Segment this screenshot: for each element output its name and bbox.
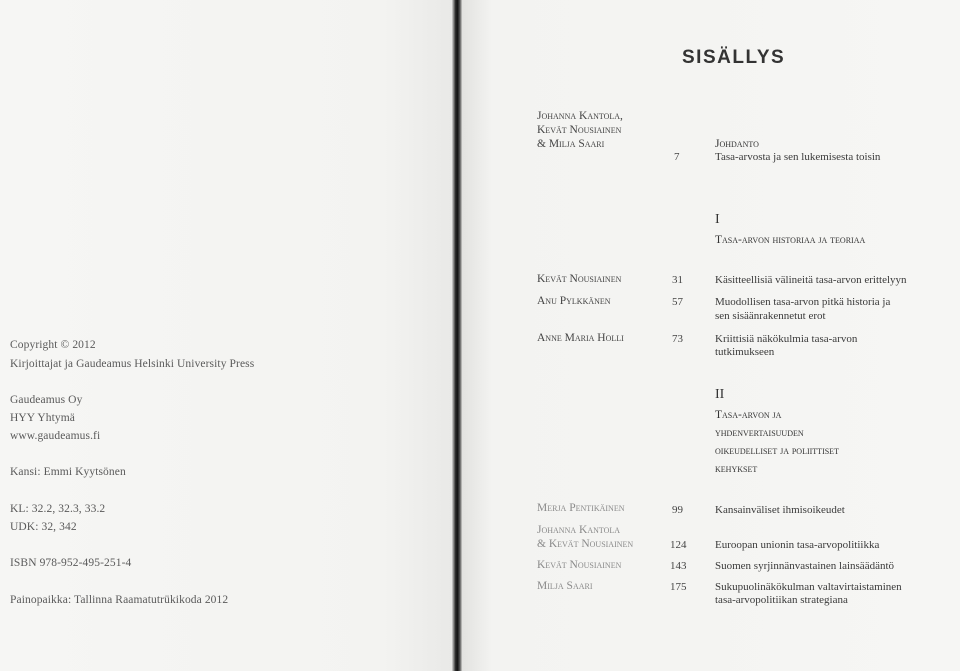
- toc-page: 143: [670, 560, 687, 572]
- publisher-name: Gaudeamus Oy: [10, 394, 83, 406]
- toc-author: Kevät Nousiainen: [537, 273, 622, 285]
- intro-subtitle: Tasa-arvosta ja sen lukemisesta toisin: [715, 151, 881, 163]
- toc-page: 31: [672, 274, 683, 286]
- toc-page: 124: [670, 539, 687, 551]
- toc-title: Suomen syrjinnänvastainen lainsäädäntö: [715, 560, 895, 572]
- page-title: SISÄLLYS: [682, 47, 786, 68]
- part1-numeral: I: [715, 212, 720, 227]
- intro-author-3: & Milja Saari: [537, 138, 605, 150]
- toc-title: Muodollisen tasa-arvon pitkä historia ja: [715, 296, 891, 308]
- toc-title: sen sisäänrakennetut erot: [715, 310, 826, 322]
- cover-credit: Kansi: Emmi Kyytsönen: [10, 466, 126, 478]
- toc-page: 175: [670, 581, 687, 593]
- printer: Painopaikka: Tallinna Raamatutrükikoda 2012: [10, 594, 229, 606]
- intro-author-1: Johanna Kantola,: [537, 110, 623, 122]
- left-page: [0, 0, 452, 671]
- right-page: [462, 0, 960, 671]
- toc-title: tasa-arvopolitiikan strategiana: [715, 594, 848, 606]
- toc-page: 73: [672, 333, 683, 345]
- part2-title-line-2: yhdenvertaisuuden: [715, 427, 804, 439]
- part1-title: Tasa-arvon historiaa ja teoriaa: [715, 234, 866, 246]
- toc-title: tutkimukseen: [715, 346, 775, 358]
- part2-title-line-3: oikeudelliset ja poliittiset: [715, 445, 839, 457]
- toc-author: Anne Maria Holli: [537, 332, 624, 344]
- part2-title-line-1: Tasa-arvon ja: [715, 409, 782, 421]
- intro-page: 7: [674, 151, 680, 163]
- book-spine: [452, 0, 462, 671]
- rights-line: Kirjoittajat ja Gaudeamus Helsinki University Press: [10, 358, 255, 370]
- kl-classification: KL: 32.2, 32.3, 33.2: [10, 503, 106, 515]
- toc-title: Kriittisiä näkökulmia tasa-arvon: [715, 333, 858, 345]
- toc-title: Euroopan unionin tasa-arvopolitiikka: [715, 539, 880, 551]
- toc-title: Käsitteellisiä välineitä tasa-arvon erittelyyn: [715, 274, 907, 286]
- toc-author: Anu Pylkkänen: [537, 295, 611, 307]
- intro-heading: Johdanto: [715, 138, 759, 150]
- toc-author: Johanna Kantola: [537, 524, 621, 536]
- toc-author: Milja Saari: [537, 580, 593, 592]
- toc-page: 99: [672, 504, 683, 516]
- part2-numeral: II: [715, 387, 725, 402]
- isbn: ISBN 978-952-495-251-4: [10, 557, 132, 569]
- publisher-url: www.gaudeamus.fi: [10, 430, 101, 442]
- udk-classification: UDK: 32, 342: [10, 521, 77, 533]
- toc-author: Kevät Nousiainen: [537, 559, 622, 571]
- toc-title: Kansainväliset ihmisoikeudet: [715, 504, 845, 516]
- intro-author-2: Kevät Nousiainen: [537, 124, 622, 136]
- copyright-line: Copyright © 2012: [10, 339, 96, 351]
- part2-title-line-4: kehykset: [715, 463, 758, 475]
- toc-title: Sukupuolinäkökulman valtavirtaistaminen: [715, 581, 902, 593]
- toc-author: Merja Pentikäinen: [537, 502, 625, 514]
- publisher-group: HYY Yhtymä: [10, 412, 75, 424]
- toc-author: & Kevät Nousiainen: [537, 538, 634, 550]
- toc-page: 57: [672, 296, 683, 308]
